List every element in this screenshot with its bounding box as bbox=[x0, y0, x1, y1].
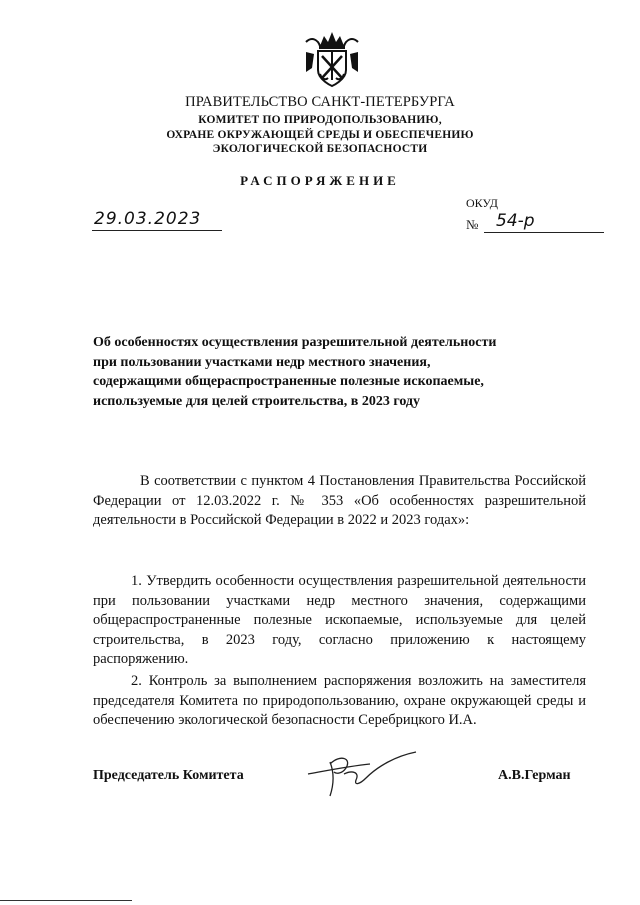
preamble-paragraph: В соответствии с пунктом 4 Постановления Правительства Российской Федерации от 12.03.2022 г. № 353 «Об особенностях разрешительной деятельности в Российской Федерации в 2022 и 2023 годах»: bbox=[93, 473, 586, 528]
signatory-role: Председатель Комитета bbox=[93, 768, 244, 783]
handwritten-signature bbox=[300, 744, 420, 804]
footer-divider bbox=[0, 900, 132, 901]
committee-line: ЭКОЛОГИЧЕСКОЙ БЕЗОПАСНОСТИ bbox=[212, 143, 428, 155]
number-label: № bbox=[466, 217, 479, 232]
okud-label: ОКУД bbox=[466, 196, 498, 210]
document-subject: Об особенностях осуществления разрешительной деятельности при пользовании участками недр местного значения, содержащими общераспространенные полезные ископаемые, используемые для целей строительства, в 2023 году bbox=[93, 335, 497, 409]
item-2-paragraph: 2. Контроль за выполнением распоряжения возложить на заместителя председателя Комитета по природопользованию, охране окружающей среды и обеспечению экологической безопасности Серебрицкого И.А. bbox=[93, 673, 586, 728]
document-type: РАСПОРЯЖЕНИЕ bbox=[240, 173, 400, 188]
coat-of-arms-icon bbox=[300, 28, 364, 90]
signatory-name: А.В.Герман bbox=[498, 768, 571, 783]
committee-line: КОМИТЕТ ПО ПРИРОДОПОЛЬЗОВАНИЮ, bbox=[198, 114, 442, 126]
document-date: 29.03.2023 bbox=[92, 208, 222, 231]
government-title: ПРАВИТЕЛЬСТВО САНКТ-ПЕТЕРБУРГА bbox=[185, 94, 455, 110]
committee-name bbox=[0, 113, 640, 157]
document-number: 54-р bbox=[484, 210, 604, 233]
item-1-paragraph: 1. Утвердить особенности осуществления разрешительной деятельности при пользовании участками недр местного значения, содержащими общераспространенные полезные ископаемые, используемые для целей строительства, в 2023 году, согласно приложению к настоящему распоряжению. bbox=[93, 573, 586, 667]
committee-line: ОХРАНЕ ОКРУЖАЮЩЕЙ СРЕДЫ И ОБЕСПЕЧЕНИЮ bbox=[166, 128, 474, 141]
